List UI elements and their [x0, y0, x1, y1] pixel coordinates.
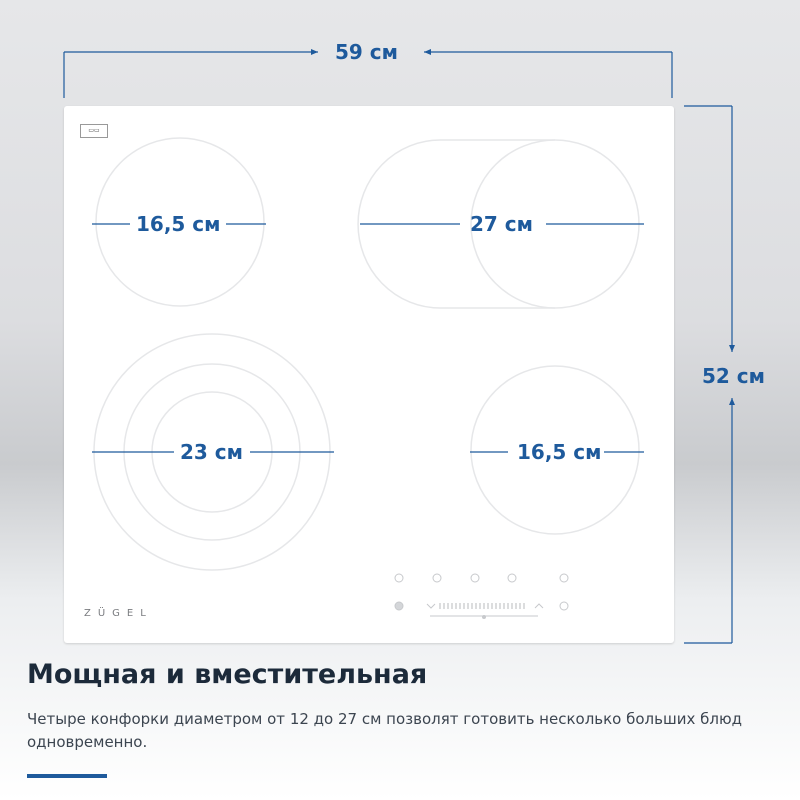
- burner-top-left-label: 16,5 см: [136, 212, 221, 236]
- product-badge: ▭▭: [80, 124, 108, 138]
- slider-indicator-icon: [482, 615, 486, 619]
- touch-button-icon[interactable]: [471, 574, 479, 582]
- touch-button-icon[interactable]: [395, 574, 403, 582]
- lock-icon[interactable]: [395, 602, 403, 610]
- brand-logo: ZÜGEL: [84, 608, 153, 619]
- chevron-down-icon[interactable]: [427, 604, 435, 608]
- control-panel: [395, 574, 568, 616]
- touch-button-icon[interactable]: [508, 574, 516, 582]
- burner-bottom-right-label: 16,5 см: [517, 440, 602, 464]
- touch-button-icon[interactable]: [433, 574, 441, 582]
- headline: Мощная и вместительная: [27, 659, 428, 690]
- timer-icon[interactable]: [560, 574, 568, 582]
- height-label: 52 см: [702, 364, 765, 388]
- accent-underline: [27, 774, 107, 778]
- burner-bottom-left-label: 23 см: [180, 440, 243, 464]
- description: Четыре конфорки диаметром от 12 до 27 см позволят готовить несколько больших блюд одновременно.: [27, 710, 742, 751]
- width-label: 59 см: [335, 40, 398, 64]
- power-slider[interactable]: [440, 603, 524, 609]
- power-icon[interactable]: [560, 602, 568, 610]
- chevron-up-icon[interactable]: [535, 604, 543, 608]
- burner-top-right-label: 27 см: [470, 212, 533, 236]
